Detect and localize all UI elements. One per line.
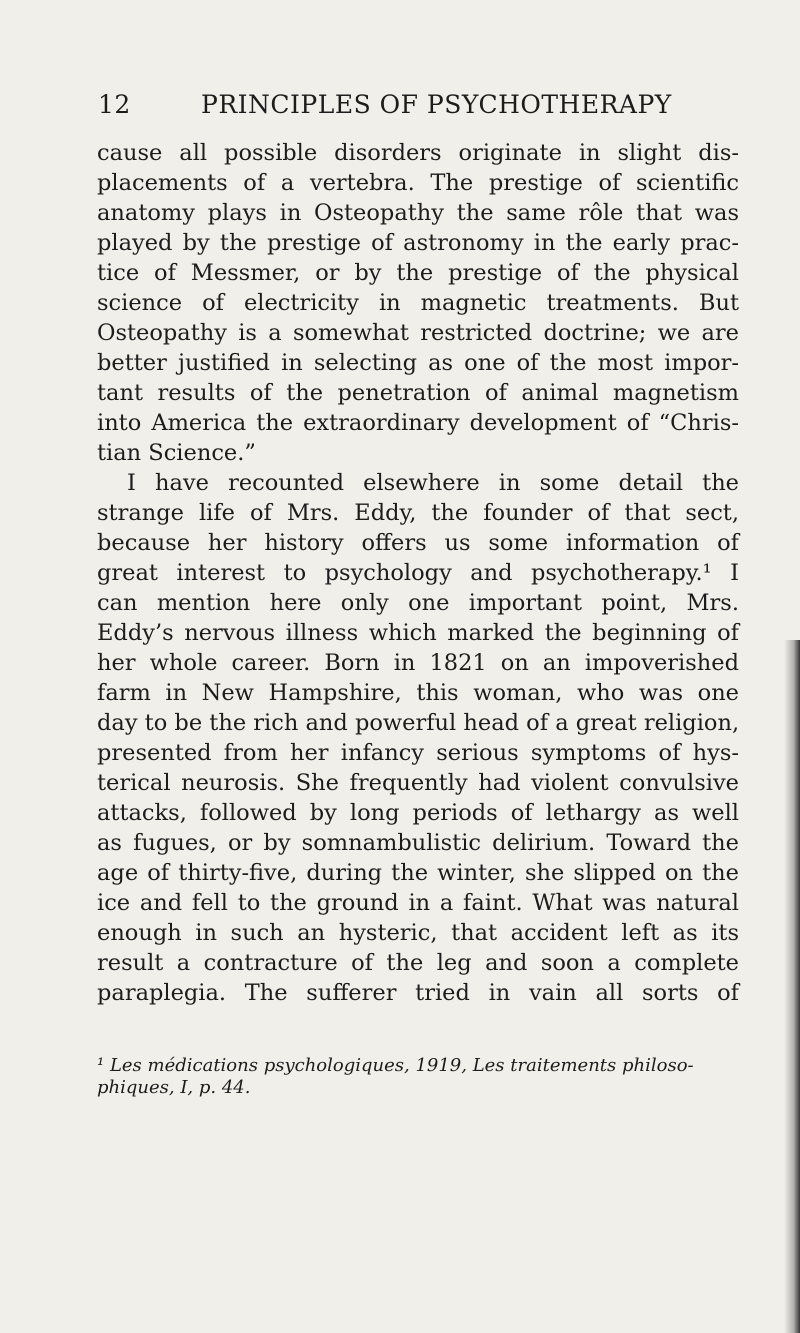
text-line: terical neurosis. She frequently had violent convulsive [97, 770, 739, 796]
text-line: tice of Messmer, or by the prestige of the physical [97, 260, 739, 286]
text-line: played by the prestige of astronomy in the early prac- [97, 230, 739, 256]
text-line: can mention here only one important point, Mrs. [97, 590, 739, 616]
text-line: result a contracture of the leg and soon a complete [97, 950, 739, 976]
text-line: Osteopathy is a somewhat restricted doctrine; we are [97, 320, 739, 346]
text-line: enough in such an hysteric, that accident left as its [97, 920, 739, 946]
paragraph-end-line: tian Science.” [97, 440, 256, 466]
text-line: as fugues, or by somnambulistic delirium. Toward the [97, 830, 739, 856]
text-line: farm in New Hampshire, this woman, who was one [97, 680, 739, 706]
text-line: attacks, followed by long periods of lethargy as well [97, 800, 739, 826]
text-line: placements of a vertebra. The prestige of scientific [97, 170, 739, 196]
footnote-line: phiques, I, p. 44. [97, 1077, 251, 1098]
text-line: cause all possible disorders originate in slight dis- [97, 140, 739, 166]
text-line: day to be the rich and powerful head of a great religion, [97, 710, 740, 736]
running-title: PRINCIPLES OF PSYCHOTHERAPY [201, 90, 672, 119]
page-edge-shadow [784, 640, 800, 1333]
text-line: age of thirty-five, during the winter, she slipped on the [97, 860, 739, 886]
text-line: because her history offers us some information of [97, 530, 739, 556]
text-line: strange life of Mrs. Eddy, the founder of that sect, [97, 500, 739, 526]
paragraph-start-line: I have recounted elsewhere in some detail the [127, 470, 739, 496]
page-header [98, 90, 738, 126]
text-line: great interest to psychology and psychotherapy.¹ I [97, 560, 739, 586]
text-line: paraplegia. The sufferer tried in vain all sorts of [97, 980, 739, 1006]
text-line: better justified in selecting as one of the most impor- [97, 350, 739, 376]
text-line: Eddy’s nervous illness which marked the beginning of [97, 620, 739, 646]
footnote [97, 1055, 739, 1099]
footnote-line: ¹ Les médications psychologiques, 1919, Les traitements philoso- [97, 1055, 694, 1076]
text-line: science of electricity in magnetic treatments. But [97, 290, 739, 316]
text-line: into America the extraordinary development of “Chris- [97, 410, 739, 436]
page-number: 12 [98, 90, 131, 119]
text-line: tant results of the penetration of animal magnetism [97, 380, 739, 406]
text-line: presented from her infancy serious symptoms of hys- [97, 740, 739, 766]
text-line: anatomy plays in Osteopathy the same rôle that was [97, 200, 739, 226]
text-line: her whole career. Born in 1821 on an impoverished [97, 650, 739, 676]
body-text [97, 138, 739, 1008]
text-line: ice and fell to the ground in a faint. What was natural [97, 890, 739, 916]
